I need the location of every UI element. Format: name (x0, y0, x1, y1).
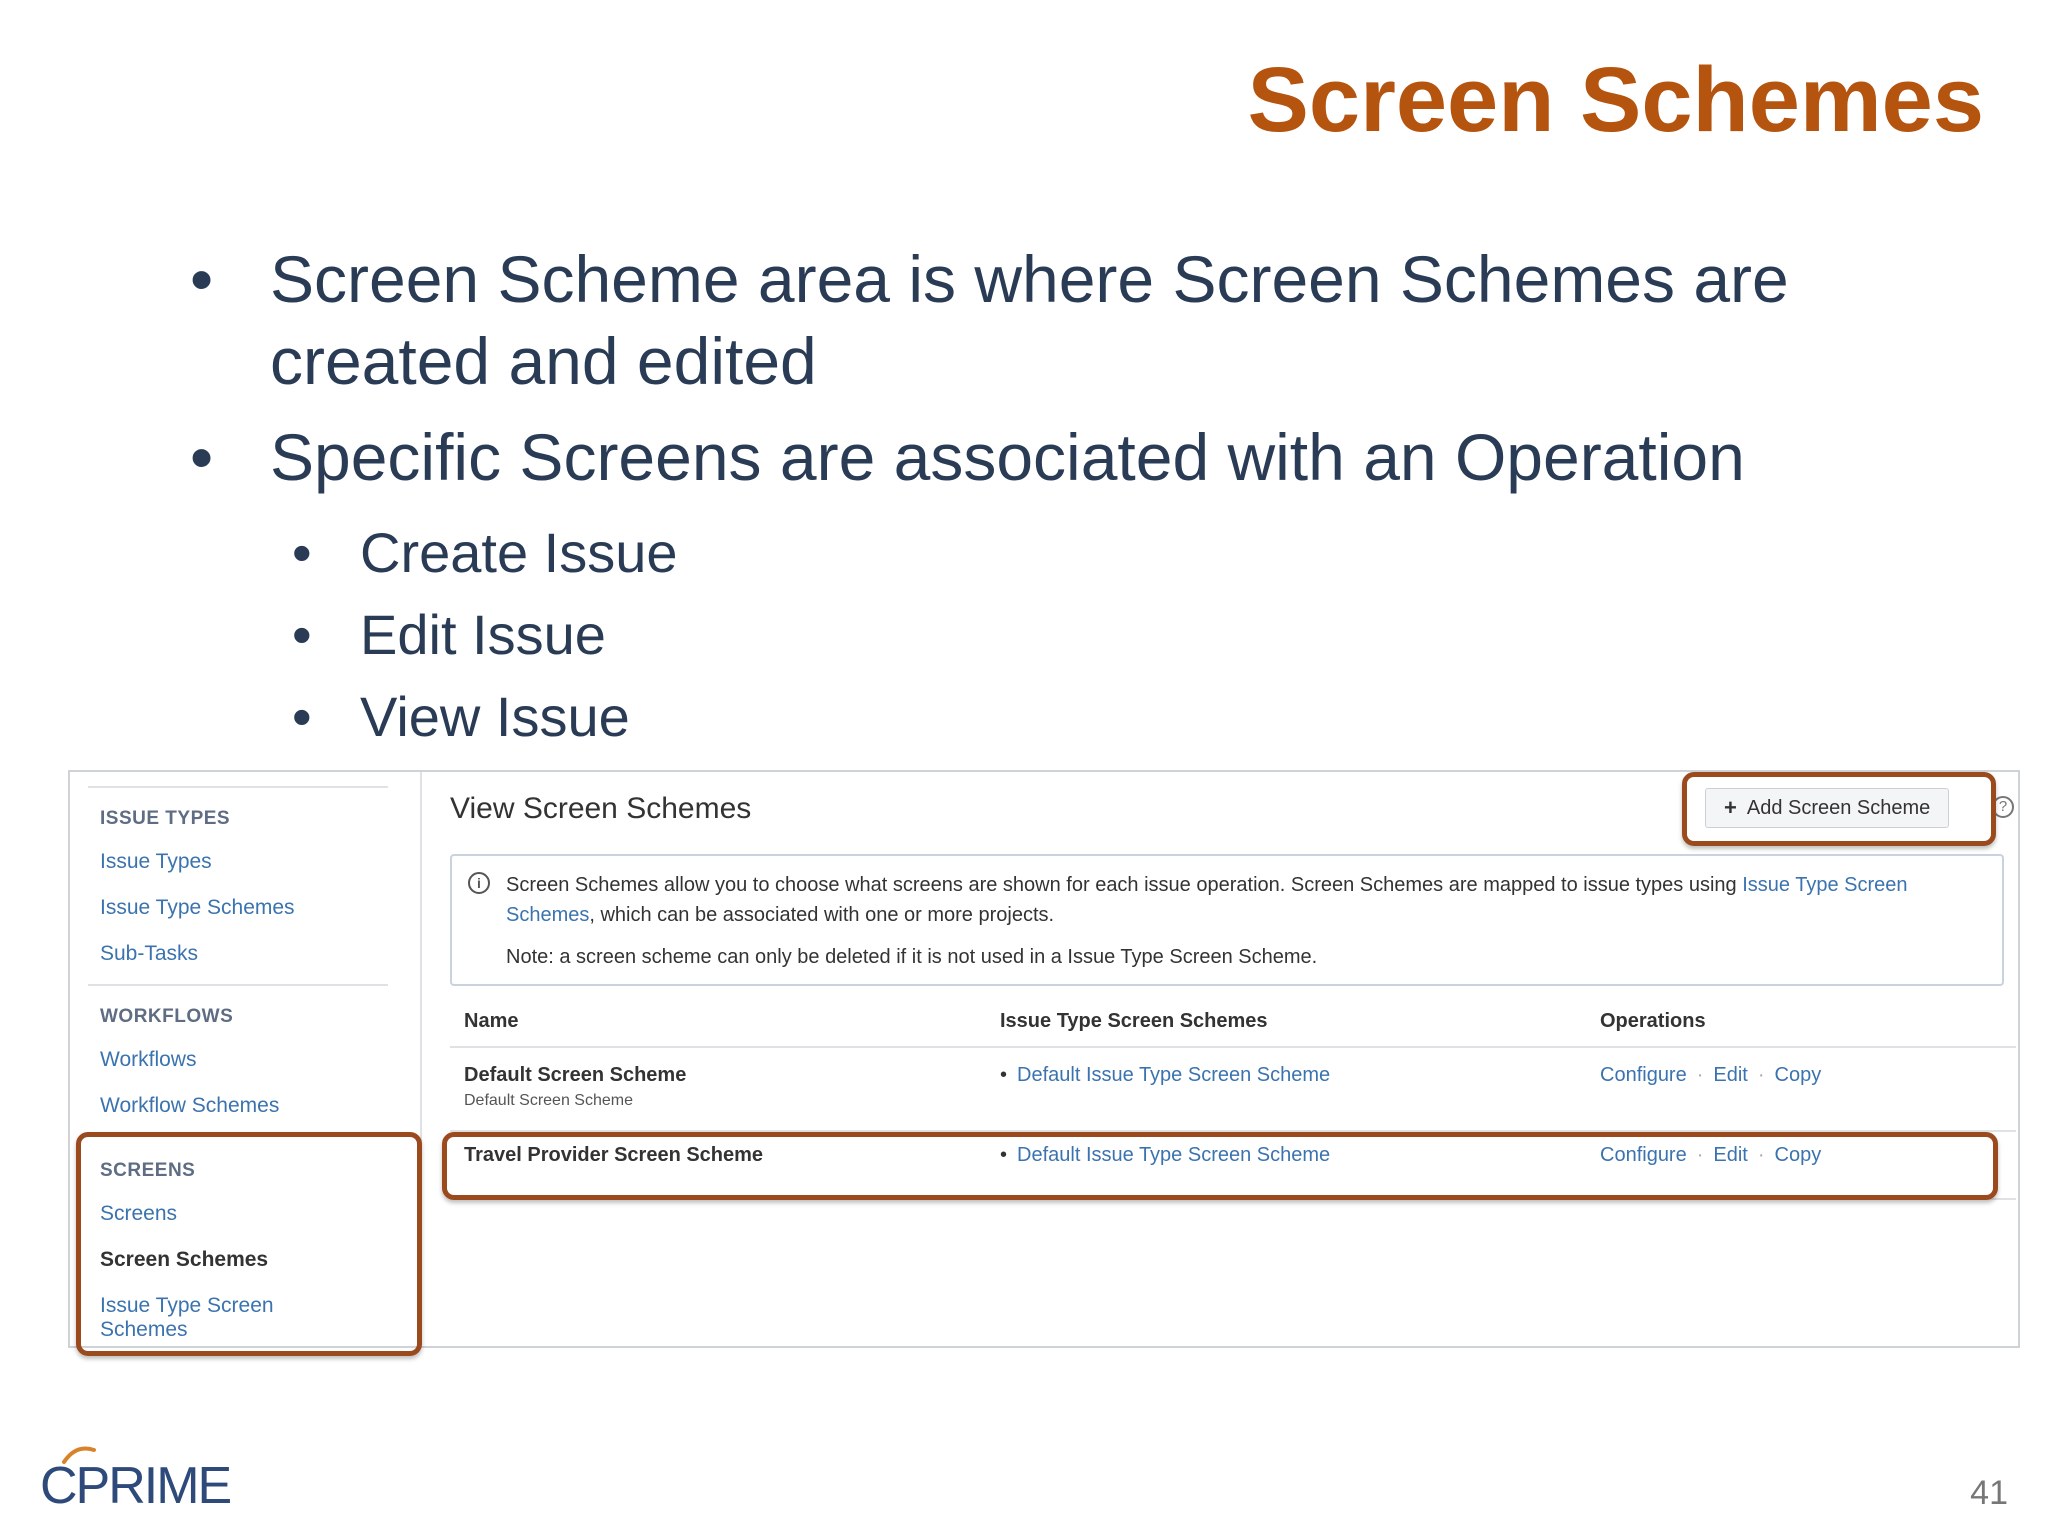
main-panel (422, 772, 2018, 1346)
sub-bullet-dot: • (292, 685, 312, 748)
sidebar-item-sub-tasks[interactable]: Sub-Tasks (100, 942, 199, 965)
sidebar-item-workflow-schemes[interactable]: Workflow Schemes (100, 1094, 280, 1117)
info-text-before: Screen Schemes allow you to choose what screens are shown for each issue operation. Screen Schemes are mapped to issue types using (506, 874, 1743, 896)
list-bullet: • (1000, 1144, 1008, 1166)
edit-link[interactable]: Edit (1713, 1144, 1748, 1166)
page-title: View Screen Schemes (450, 792, 752, 825)
sub-bullet-2-text: Edit Issue (360, 603, 606, 666)
bullet-2-text: Specific Screens are associated with an Operation (270, 420, 1745, 494)
issue-type-screen-scheme-link[interactable]: Default Issue Type Screen Scheme (1017, 1144, 1331, 1166)
sub-bullet-1-text: Create Issue (360, 521, 678, 584)
sidebar-heading-screens: SCREENS (100, 1160, 196, 1181)
scheme-description: Default Screen Scheme (464, 1092, 633, 1109)
info-note: Note: a screen scheme can only be deleted if it is not used in a Issue Type Screen Scheme. (506, 946, 1318, 968)
edit-link[interactable]: Edit (1713, 1064, 1748, 1086)
bullet-dot: • (190, 420, 214, 494)
info-text-after: , which can be associated with one or more projects. (589, 904, 1055, 926)
issue-type-screen-scheme (1000, 1064, 1330, 1087)
table-divider (450, 1046, 2016, 1048)
issue-type-screen-schemes-link[interactable]: Issue Type Screen Schemes (506, 874, 1908, 926)
sub-bullet-dot: • (292, 603, 312, 666)
sidebar-divider (88, 786, 388, 788)
sidebar-item-issue-types[interactable]: Issue Types (100, 850, 212, 873)
info-text (506, 870, 1986, 930)
sidebar-item-screens[interactable]: Screens (100, 1202, 178, 1225)
sub-bullet-1 (292, 512, 1910, 594)
sidebar-heading-workflows: WORKFLOWS (100, 1006, 234, 1027)
highlight-travel-row (442, 1132, 1998, 1200)
sidebar-item-issue-type-schemes[interactable]: Issue Type Schemes (100, 896, 295, 919)
add-screen-scheme-label: Add Screen Scheme (1746, 796, 1931, 819)
op-separator: · (1696, 1144, 1704, 1166)
highlight-add-button (1682, 772, 1996, 846)
sub-bullet-3 (292, 676, 1910, 758)
scheme-name: Default Screen Scheme (464, 1064, 687, 1086)
op-separator: · (1757, 1064, 1765, 1086)
bullet-1-text: Screen Scheme area is where Screen Schemes are created and edited (270, 242, 1789, 398)
operations (1600, 1064, 1821, 1087)
bullet-dot: • (190, 242, 214, 316)
sidebar-item-issue-type-screen-schemes[interactable]: Issue Type Screen Schemes (100, 1294, 274, 1341)
info-message (450, 854, 2004, 986)
help-icon[interactable]: ? (1992, 796, 2014, 818)
sidebar-heading-issue-types: ISSUE TYPES (100, 808, 231, 829)
sidebar-divider (88, 984, 388, 986)
configure-link[interactable]: Configure (1600, 1064, 1687, 1086)
column-header-operations: Operations (1600, 1010, 1706, 1032)
op-separator: · (1757, 1144, 1765, 1166)
column-header-name: Name (464, 1010, 519, 1032)
sub-bullet-dot: • (292, 521, 312, 584)
sidebar-item-screen-schemes[interactable]: Screen Schemes (100, 1248, 269, 1271)
plus-icon: + (1724, 795, 1737, 820)
page-number: 41 (1970, 1474, 2008, 1512)
copy-link[interactable]: Copy (1774, 1064, 1822, 1086)
sub-bullet-2 (292, 594, 1910, 676)
copy-link[interactable]: Copy (1774, 1144, 1822, 1166)
bullet-1 (190, 238, 1910, 402)
bullet-list (190, 238, 1910, 758)
slide-title: Screen Schemes (1247, 49, 1984, 151)
sub-bullet-3-text: View Issue (360, 685, 630, 748)
scheme-name: Travel Provider Screen Scheme (464, 1144, 764, 1166)
logo-swoosh-icon (62, 1444, 96, 1464)
logo-text: CPRIME (40, 1457, 231, 1515)
cprime-logo (40, 1442, 231, 1515)
bullet-2 (190, 416, 1910, 498)
issue-type-screen-scheme-link[interactable]: Default Issue Type Screen Scheme (1017, 1064, 1331, 1086)
op-separator: · (1696, 1064, 1704, 1086)
column-header-issue-type-screen-schemes: Issue Type Screen Schemes (1000, 1010, 1268, 1032)
info-icon: i (468, 872, 490, 894)
list-bullet: • (1000, 1064, 1008, 1086)
highlight-screens-section (76, 1132, 422, 1356)
configure-link[interactable]: Configure (1600, 1144, 1687, 1166)
jira-screenshot (68, 770, 2020, 1348)
sidebar-item-workflows[interactable]: Workflows (100, 1048, 197, 1071)
